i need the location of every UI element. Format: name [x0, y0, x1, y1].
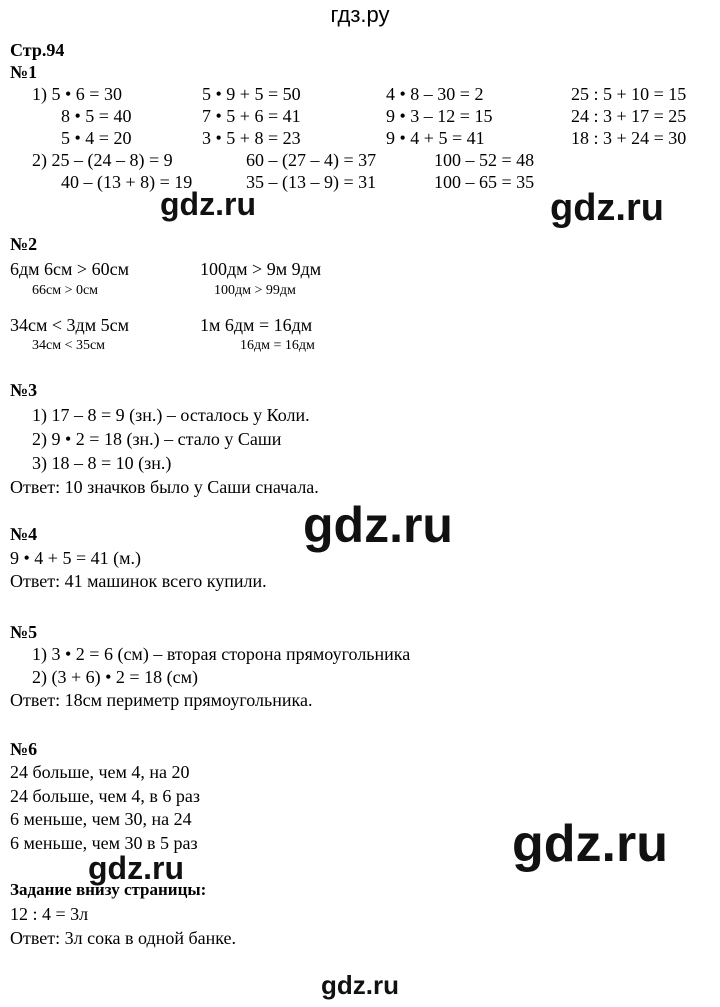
- watermark: gdz.ru: [88, 850, 184, 886]
- t2-comparison: 1м 6дм = 16дм: [200, 315, 313, 335]
- bottom-step: 12 : 4 = 3л: [10, 904, 89, 924]
- t1-expr: 100 – 65 = 35: [434, 172, 535, 192]
- page-number: Стр.94: [10, 40, 65, 60]
- t2-comparison: 100дм > 9м 9дм: [200, 259, 322, 279]
- t1-expr: 3 • 5 + 8 = 23: [202, 128, 301, 148]
- t1-expr: 35 – (13 – 9) = 31: [246, 172, 377, 192]
- t6-line: 6 меньше, чем 30, на 24: [10, 809, 192, 829]
- bottom-task-title: Задание внизу страницы:: [10, 880, 207, 899]
- watermark: gdz.ru: [303, 497, 453, 553]
- t5-answer: Ответ: 18см периметр прямоугольника.: [10, 690, 313, 710]
- t6-line: 24 больше, чем 4, в 6 раз: [10, 786, 200, 806]
- t1-expr: 100 – 52 = 48: [434, 150, 535, 170]
- t1-expr: 18 : 3 + 24 = 30: [571, 128, 687, 148]
- t6-line: 24 больше, чем 4, на 20: [10, 762, 190, 782]
- t1-expr: 5 • 9 + 5 = 50: [202, 84, 301, 104]
- t1-expr: 5 • 4 = 20: [61, 128, 132, 148]
- t2-comparison: 34см < 3дм 5см: [10, 315, 129, 335]
- t3-step: 3) 18 – 8 = 10 (зн.): [32, 453, 172, 473]
- site-header: гдз.ру: [330, 2, 390, 27]
- t1-expr: 60 – (27 – 4) = 37: [246, 150, 377, 170]
- t1-expr: 9 • 3 – 12 = 15: [386, 106, 493, 126]
- task5-title: №5: [10, 622, 38, 642]
- watermark: gdz.ru: [321, 970, 399, 1000]
- t6-line: 6 меньше, чем 30 в 5 раз: [10, 833, 198, 853]
- task2-title: №2: [10, 234, 38, 254]
- t3-answer: Ответ: 10 значков было у Саши сначала.: [10, 477, 319, 497]
- t2-work: 34см < 35см: [32, 338, 106, 353]
- task6-title: №6: [10, 739, 38, 759]
- t3-step: 2) 9 • 2 = 18 (зн.) – стало у Саши: [32, 429, 282, 449]
- bottom-answer: Ответ: 3л сока в одной банке.: [10, 928, 237, 948]
- t5-step: 2) (3 + 6) • 2 = 18 (см): [32, 667, 198, 687]
- t2-comparison: 6дм 6см > 60см: [10, 259, 129, 279]
- t4-answer: Ответ: 41 машинок всего купили.: [10, 571, 267, 591]
- t1-expr: 9 • 4 + 5 = 41: [386, 128, 485, 148]
- watermark: gdz.ru: [550, 187, 664, 229]
- t2-work: 100дм > 99дм: [214, 283, 296, 298]
- watermark: gdz.ru: [512, 815, 668, 873]
- t1-expr: 8 • 5 = 40: [61, 106, 132, 126]
- t1-expr: 7 • 5 + 6 = 41: [202, 106, 301, 126]
- task1-title: №1: [10, 62, 38, 82]
- t4-step: 9 • 4 + 5 = 41 (м.): [10, 548, 141, 568]
- watermark: gdz.ru: [160, 186, 256, 222]
- t1-expr: 24 : 3 + 17 = 25: [571, 106, 687, 126]
- t3-step: 1) 17 – 8 = 9 (зн.) – осталось у Коли.: [32, 405, 310, 425]
- t1-expr: 2) 25 – (24 – 8) = 9: [32, 150, 173, 170]
- t2-work: 16дм = 16дм: [240, 338, 315, 353]
- task4-title: №4: [10, 524, 38, 544]
- t2-work: 66см > 0см: [32, 283, 99, 298]
- t1-expr: 1) 5 • 6 = 30: [32, 84, 122, 104]
- task3-title: №3: [10, 380, 38, 400]
- t5-step: 1) 3 • 2 = 6 (см) – вторая сторона прямоугольника: [32, 644, 411, 664]
- t1-expr: 4 • 8 – 30 = 2: [386, 84, 484, 104]
- t1-expr: 40 – (13 + 8) = 19: [61, 172, 193, 192]
- t1-expr: 25 : 5 + 10 = 15: [571, 84, 687, 104]
